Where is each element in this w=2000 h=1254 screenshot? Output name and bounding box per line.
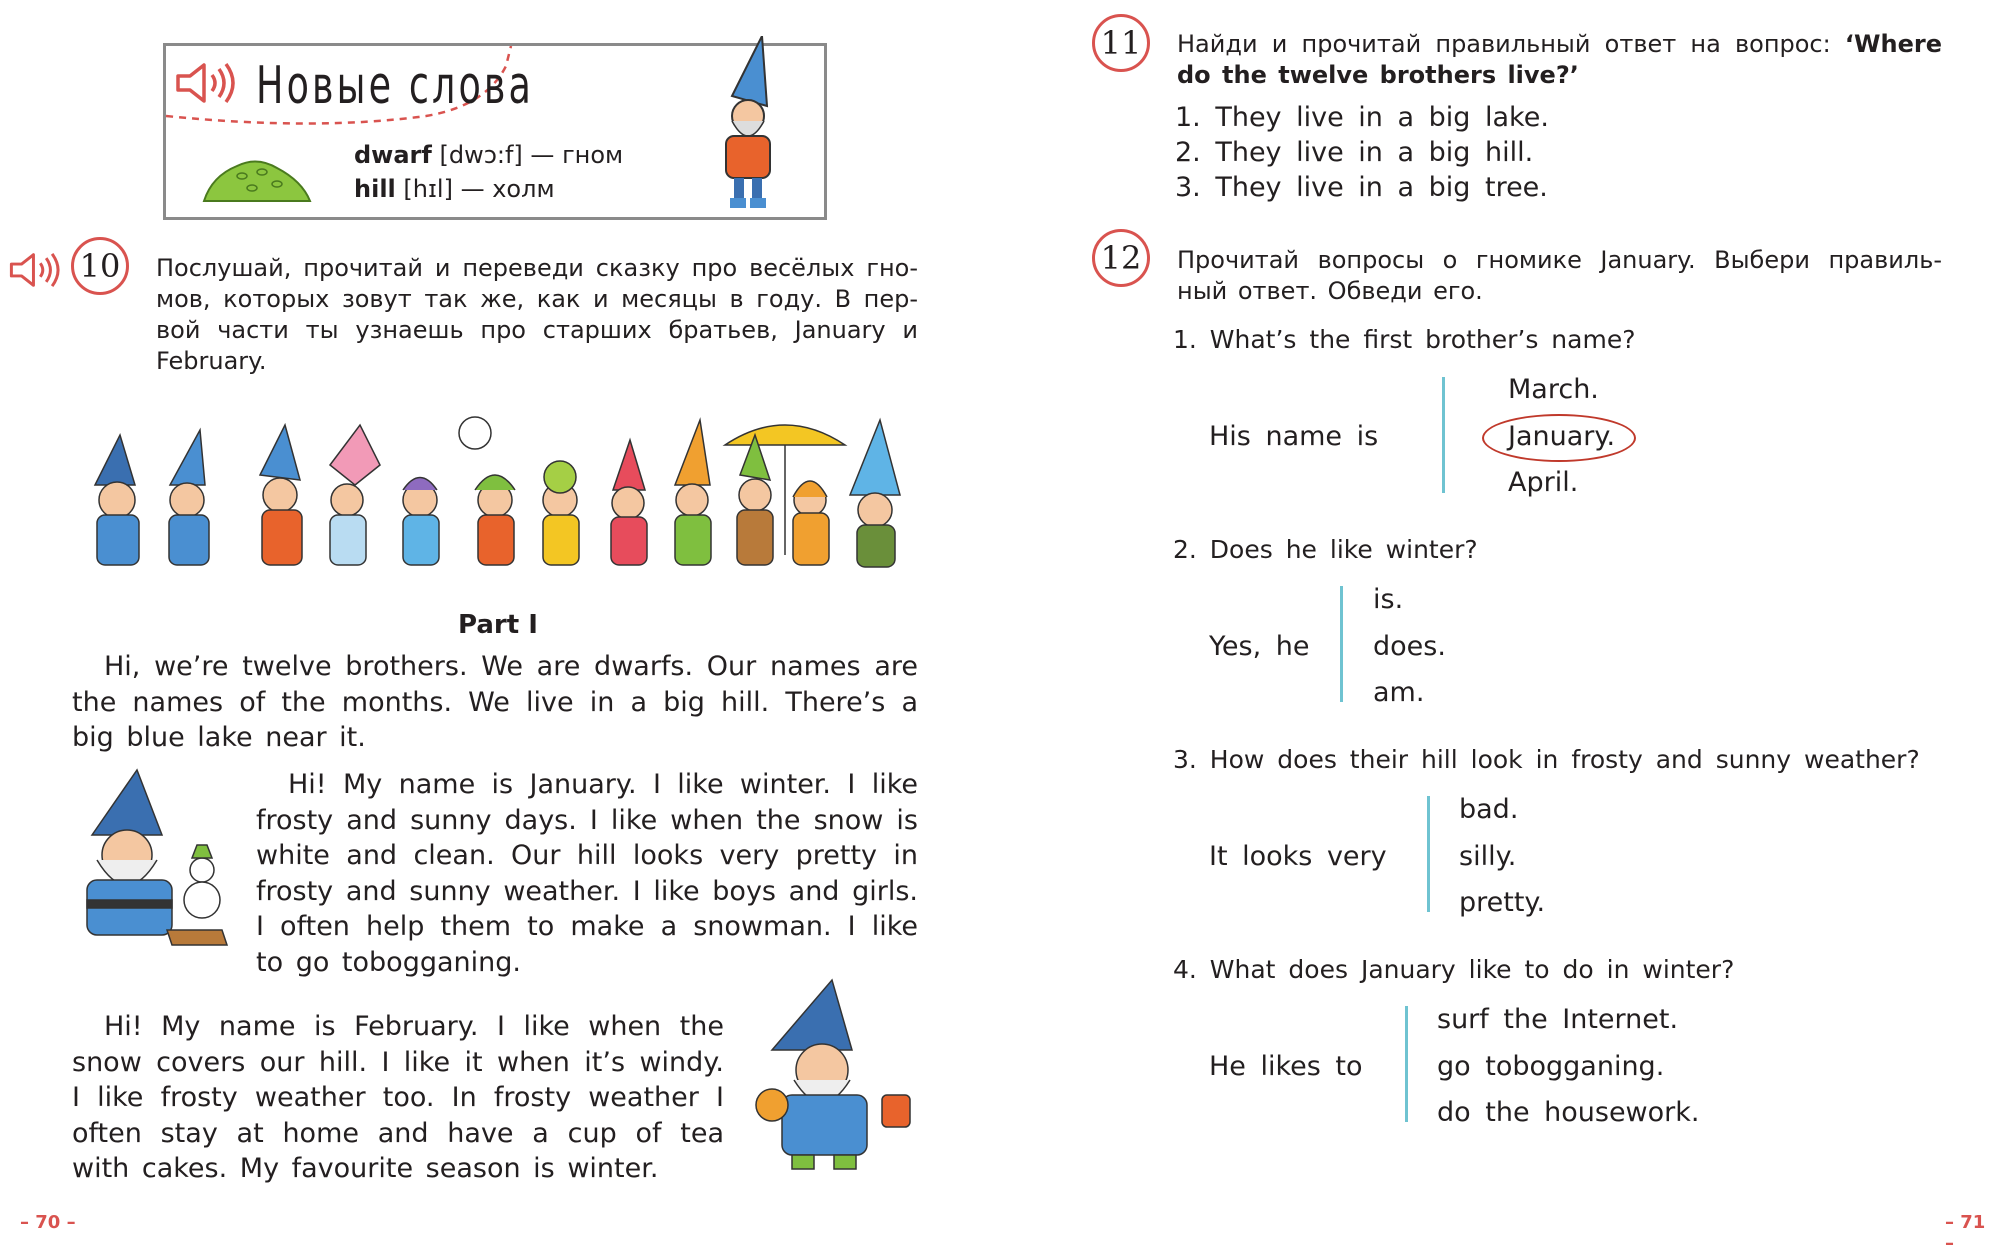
exercise-instruction: Послушай, прочитай и переведи сказку про весёлых гно-мов, которых зовут так же, как и месяцы в году. В пер-вой части ты узнаешь про старших братьев, January и February. <box>156 254 918 375</box>
exercise-number: 12 <box>1092 229 1150 287</box>
part-title: Part I <box>458 610 538 640</box>
answer-option[interactable]: surf the Internet. <box>1437 1004 1679 1035</box>
exercise-instruction <box>1177 29 1942 91</box>
story-january <box>256 767 918 980</box>
vocab-dash: — <box>530 141 555 169</box>
story-february <box>72 1009 724 1187</box>
story-paragraph: Hi, we’re twelve brothers. We are dwarfs. Our names are the names of the months. We live in a big hill. There’s a big blue lake near it. <box>72 651 918 753</box>
vocab-hill <box>354 175 555 203</box>
answer-option[interactable]: does. <box>1373 631 1446 662</box>
divider-bar <box>1427 796 1430 912</box>
instruction-en: ‘Where do the twelve brothers live?’ <box>1177 30 1942 89</box>
january-gnome-illustration <box>72 760 232 955</box>
vocab-word: dwarf <box>354 141 432 169</box>
speaker-icon[interactable] <box>174 60 240 106</box>
vocab-translation: холм <box>492 175 555 203</box>
answer-option[interactable]: go tobogganing. <box>1437 1051 1665 1082</box>
left-page <box>0 0 1000 1236</box>
speaker-icon[interactable] <box>8 250 64 290</box>
question: 2. Does he like winter? <box>1173 535 1478 564</box>
answer-stem: He likes to <box>1209 1051 1363 1082</box>
answer-stem: Yes, he <box>1209 631 1310 662</box>
question: 4. What does January like to do in winter? <box>1173 955 1735 984</box>
vocab-transcription: [dwɔ:f] <box>439 141 523 169</box>
february-gnome-illustration <box>742 975 922 1175</box>
page-number-right: – 71 – <box>1945 1212 1986 1254</box>
story-intro <box>72 649 918 756</box>
new-words-title: Новые слова <box>256 56 535 116</box>
gnome-illustration <box>712 36 782 212</box>
right-page <box>1000 0 2000 1254</box>
hill-illustration <box>202 146 312 206</box>
vocab-word: hill <box>354 175 396 203</box>
vocab-dash: — <box>460 175 485 203</box>
answer-stem: It looks very <box>1209 841 1387 872</box>
vocab-transcription: [hɪl] <box>403 175 453 203</box>
exercise-instruction: Прочитай вопросы о гномике January. Выбери правиль-ный ответ. Обведи его. <box>1177 246 1942 305</box>
gnomes-illustration <box>75 405 925 585</box>
answer-option[interactable]: bad. <box>1459 794 1519 825</box>
story-paragraph: Hi! My name is February. I like when the snow covers our hill. I like it when it’s windy. I like frosty weather too. In frosty weather I often stay at home and have a cup of tea with cakes. My favourite season is winter. <box>72 1011 724 1184</box>
question: 3. How does their hill look in frosty and sunny weather? <box>1173 745 1920 774</box>
answer-option[interactable]: April. <box>1508 467 1579 498</box>
vocab-translation: гном <box>562 141 624 169</box>
answer-circle <box>1482 414 1636 462</box>
answer-option: 3. They live in a big tree. <box>1175 172 1548 203</box>
answer-option[interactable]: pretty. <box>1459 887 1546 918</box>
divider-bar <box>1405 1006 1408 1122</box>
answer-option[interactable]: March. <box>1508 374 1599 405</box>
page-number-left: – 70 – <box>20 1212 76 1233</box>
answer-stem: His name is <box>1209 421 1379 452</box>
question: 1. What’s the first brother’s name? <box>1173 325 1636 354</box>
answer-option: 2. They live in a big hill. <box>1175 137 1534 168</box>
answer-option-selected[interactable]: January. <box>1508 421 1616 452</box>
story-paragraph: Hi! My name is January. I like winter. I like frosty and sunny days. I like when the snow is white and clean. Our hill looks very pretty in frosty and sunny weather. I like boys and girls. I often help them to make a snowman. I like to go tobogganing. <box>256 769 918 978</box>
exercise-number: 10 <box>71 237 129 295</box>
instruction-ru: Найди и прочитай правильный ответ на вопрос: <box>1177 30 1831 58</box>
answer-option[interactable]: do the housework. <box>1437 1097 1700 1128</box>
answer-option[interactable]: silly. <box>1459 841 1517 872</box>
answer-option[interactable]: am. <box>1373 677 1425 708</box>
divider-bar <box>1340 586 1343 702</box>
exercise-number: 11 <box>1092 14 1150 72</box>
answer-option: 1. They live in a big lake. <box>1175 102 1549 133</box>
vocab-dwarf <box>354 141 623 169</box>
answer-option[interactable]: is. <box>1373 584 1404 615</box>
divider-bar <box>1442 377 1445 493</box>
